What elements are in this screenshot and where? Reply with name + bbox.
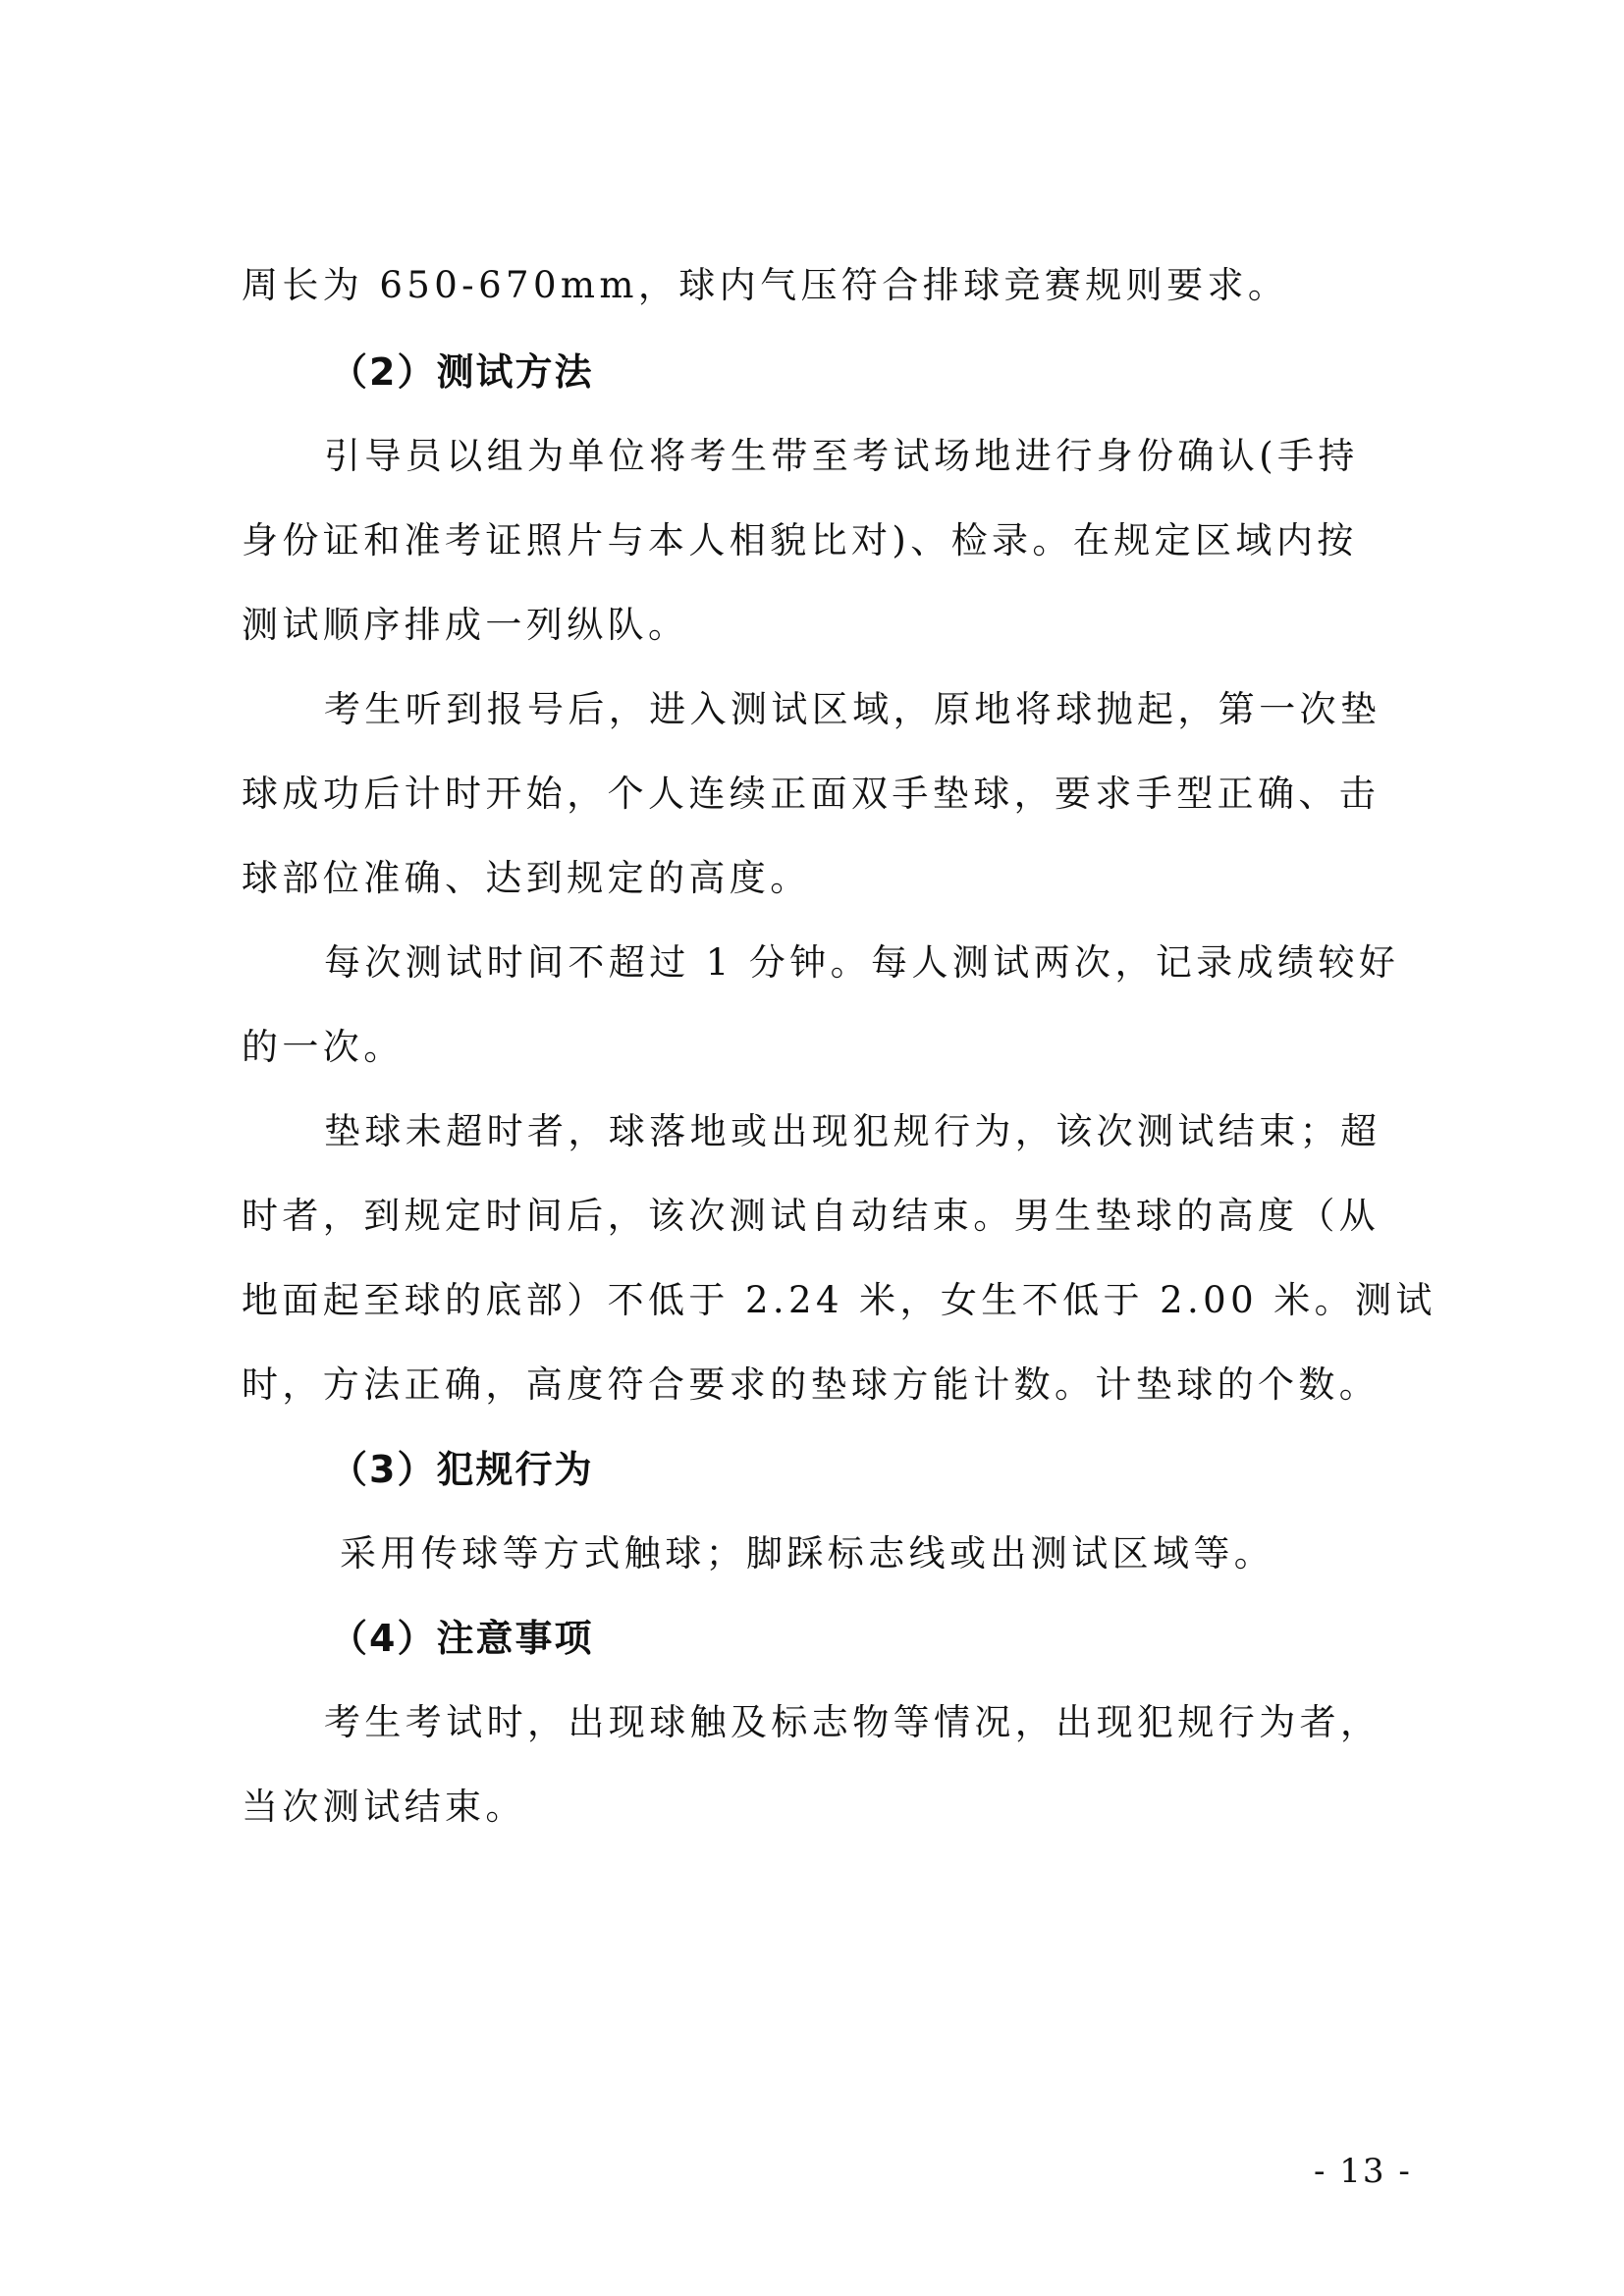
section-heading-test-method: （2）测试方法 [330,350,594,394]
section-heading-fouls: （3）犯规行为 [330,1448,594,1491]
paragraph-line: 采用传球等方式触球；脚踩标志线或出测试区域等。 [340,1532,1275,1575]
paragraph-line: 垫球未超时者，球落地或出现犯规行为，该次测试结束；超 [324,1110,1381,1152]
page-number: - 13 - [1314,2152,1412,2191]
paragraph-line: 身份证和准考证照片与本人相貌比对)、检录。在规定区域内按 [242,519,1358,561]
paragraph-line: 当次测试结束。 [242,1786,526,1828]
paragraph-line: 考生听到报号后，进入测试区域，原地将球抛起，第一次垫 [324,688,1381,730]
paragraph-line: 球成功后计时开始，个人连续正面双手垫球，要求手型正确、击 [242,773,1380,815]
paragraph-line: 时者，到规定时间后，该次测试自动结束。男生垫球的高度（从 [242,1195,1380,1237]
paragraph-line: 测试顺序排成一列纵队。 [242,604,689,646]
paragraph-line: 考生考试时，出现球触及标志物等情况，出现犯规行为者， [324,1701,1381,1743]
paragraph-line: 球部位准确、达到规定的高度。 [242,857,811,899]
paragraph-line: 周长为 650-670mm，球内气压符合排球竞赛规则要求。 [242,264,1289,306]
paragraph-line: 每次测试时间不超过 1 分钟。每人测试两次，记录成绩较好 [324,941,1400,984]
paragraph-line: 的一次。 [242,1026,405,1068]
paragraph-line: 地面起至球的底部）不低于 2.24 米，女生不低于 2.00 米。测试 [242,1279,1436,1321]
section-heading-notes: （4）注意事项 [330,1617,594,1660]
paragraph-line: 引导员以组为单位将考生带至考试场地进行身份确认(手持 [324,435,1359,477]
paragraph-line: 时，方法正确，高度符合要求的垫球方能计数。计垫球的个数。 [242,1363,1380,1406]
